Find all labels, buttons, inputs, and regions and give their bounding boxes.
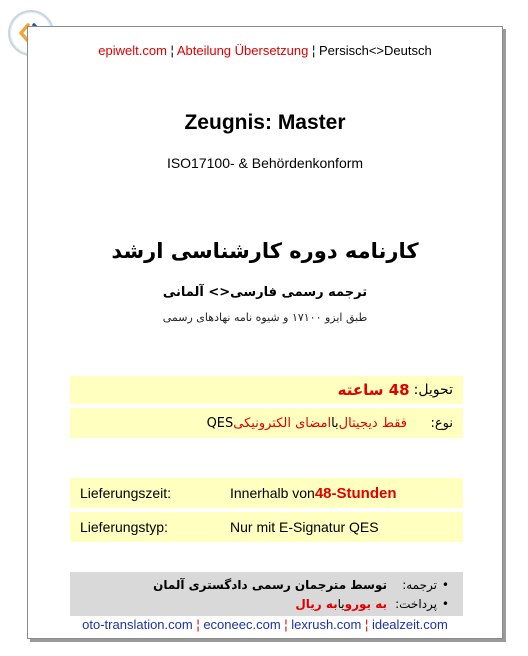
languages-label: Persisch<>Deutsch bbox=[318, 43, 432, 58]
payment-rial: به ریال bbox=[295, 596, 338, 611]
persian-delivery-band bbox=[70, 376, 463, 404]
persian-type-label: نوع: bbox=[430, 415, 453, 431]
translation-label: ترجمه: bbox=[402, 577, 437, 592]
payment-euro: به یورو bbox=[344, 596, 387, 611]
notes-box bbox=[70, 572, 463, 616]
translation-value: توسط مترجمان رسمی دادگستری آلمان bbox=[153, 577, 387, 592]
list-item: • ترجمه: توسط مترجمان رسمی دادگستری آلمان bbox=[153, 577, 449, 592]
persian-subtitle: ترجمه رسمی فارسی<> آلمانی bbox=[162, 285, 368, 300]
persian-type-esign: امضای الکترونیکی bbox=[233, 415, 332, 431]
persian-note: طبق ایزو ۱۷۱۰۰ و شیوه نامه نهادهای رسمی bbox=[162, 311, 368, 324]
footer-link-idealzeit[interactable]: idealzeit.com bbox=[371, 617, 448, 632]
german-type-value: Nur mit E-Signatur QES bbox=[230, 519, 379, 535]
footer-links: oto-translation.com ¦ econeec.com ¦ lexrush.com ¦ idealzeit.com bbox=[82, 617, 448, 632]
persian-delivery-value: 48 ساعته bbox=[337, 381, 410, 399]
footer-link-econeec[interactable]: econeec.com bbox=[203, 617, 281, 632]
footer-link-lexrush[interactable]: lexrush.com bbox=[291, 617, 362, 632]
persian-type-digital: فقط دیجیتال bbox=[338, 415, 407, 431]
payment-label: پرداخت: bbox=[395, 596, 437, 611]
german-type-label: Lieferungstyp: bbox=[80, 519, 168, 535]
german-delivery-label: Lieferungszeit: bbox=[80, 485, 172, 501]
page-subtitle: ISO17100- & Behördenkonform bbox=[166, 155, 364, 171]
german-type-band bbox=[70, 512, 463, 542]
header-line: epiwelt.com ¦ Abteilung Übersetzung ¦ Persisch<>Deutsch bbox=[98, 43, 432, 58]
german-delivery-value: 48-Stunden bbox=[314, 484, 397, 502]
german-delivery-band: Lieferungszeit: Innerhalb von 48-Stunden bbox=[70, 478, 463, 508]
page-title: Zeugnis: Master bbox=[184, 111, 346, 134]
persian-delivery-label: تحویل: bbox=[413, 382, 453, 398]
list-item: • پرداخت: به یورو یا به ریال bbox=[295, 596, 449, 611]
department-link[interactable]: Abteilung Übersetzung bbox=[176, 43, 309, 58]
persian-title: کارنامه دوره کارشناسی ارشد bbox=[111, 239, 419, 263]
site-link[interactable]: epiwelt.com bbox=[98, 43, 167, 58]
footer-link-oto[interactable]: oto-translation.com bbox=[82, 617, 193, 632]
certificate-card bbox=[27, 26, 503, 639]
persian-type-band: نوع: فقط دیجیتال با امضای الکترونیکی QES bbox=[70, 408, 463, 438]
